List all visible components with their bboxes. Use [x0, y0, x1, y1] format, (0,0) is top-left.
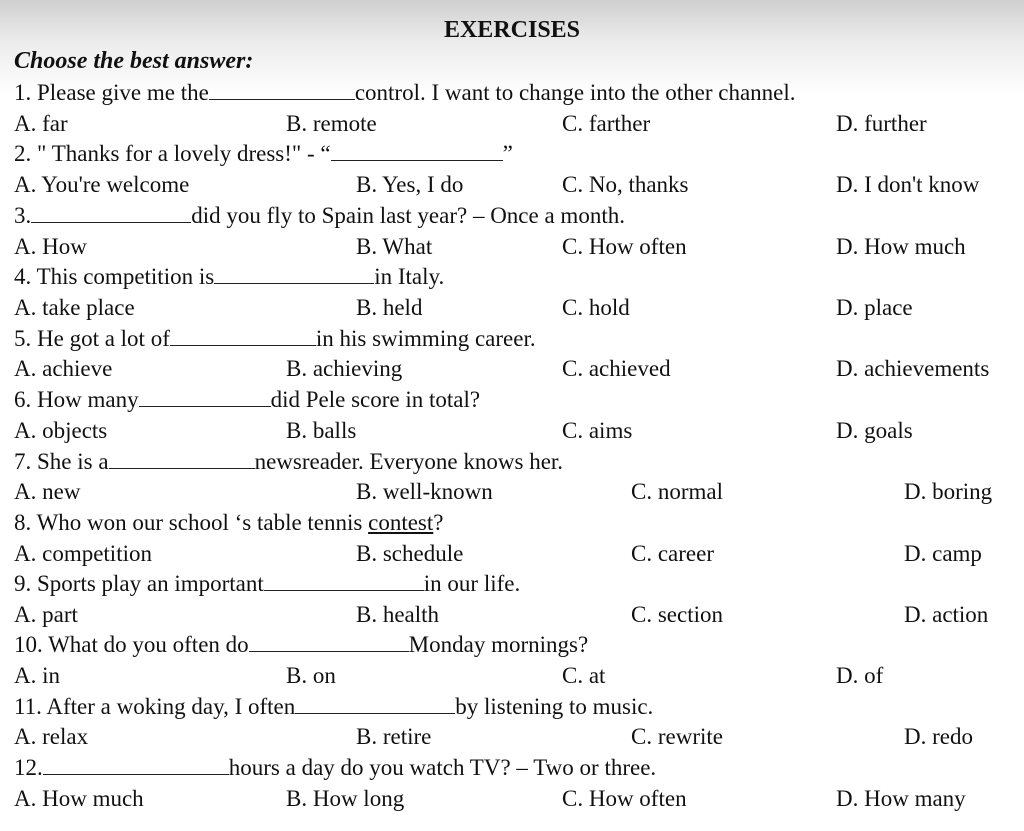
- option-b: B. Yes, I do: [356, 172, 464, 197]
- option-c: C. No, thanks: [562, 172, 689, 197]
- option-d: D. place: [836, 295, 913, 320]
- option-b: B. balls: [286, 418, 357, 443]
- question-text: 9. Sports play an important: [14, 571, 264, 596]
- option-c: C. hold: [562, 295, 630, 320]
- question-text: 7. She is a: [14, 449, 109, 474]
- question-5: [14, 323, 536, 354]
- option-a: A. take place: [14, 295, 135, 320]
- option-d: D. achievements: [836, 356, 990, 381]
- option-c: C. How often: [562, 234, 687, 259]
- option-c: C. career: [631, 541, 714, 566]
- option-b: B. How long: [286, 786, 405, 811]
- question-6: [14, 384, 480, 415]
- answer-blank: [214, 263, 374, 284]
- question-text: 6. How many: [14, 387, 139, 412]
- options-12: [14, 783, 1014, 814]
- options-6: [14, 415, 1014, 446]
- option-a: A. relax: [14, 724, 89, 749]
- options-5: [14, 353, 1014, 384]
- options-7: [14, 476, 1014, 507]
- option-b: B. on: [286, 663, 336, 688]
- question-12: [14, 752, 656, 783]
- option-c: C. farther: [562, 111, 651, 136]
- question-8: [14, 507, 443, 538]
- answer-blank: [170, 325, 316, 346]
- option-a: A. objects: [14, 418, 108, 443]
- answer-blank: [43, 754, 229, 775]
- options-2: [14, 169, 1014, 200]
- question-text: 4. This competition is: [14, 264, 215, 289]
- options-3: [14, 231, 1014, 262]
- question-text-end: Monday mornings?: [408, 632, 589, 657]
- option-c: C. section: [631, 602, 723, 627]
- option-a: A. achieve: [14, 356, 113, 381]
- option-b: B. held: [356, 295, 423, 320]
- question-text-end: by listening to music.: [455, 694, 654, 719]
- instruction: Choose the best answer:: [14, 48, 254, 74]
- question-text: 2. " Thanks for a lovely dress!" - “: [14, 141, 331, 166]
- question-text-end: in Italy.: [374, 264, 445, 289]
- option-d: D. action: [904, 602, 989, 627]
- underlined-word: contest: [368, 510, 434, 535]
- option-c: C. How often: [562, 786, 687, 811]
- option-d: D. camp: [904, 541, 982, 566]
- option-a: A. part: [14, 602, 78, 627]
- option-a: A. in: [14, 663, 60, 688]
- option-a: A. new: [14, 479, 81, 504]
- question-text-end: did Pele score in total?: [270, 387, 481, 412]
- option-b: B. well-known: [356, 479, 493, 504]
- answer-blank: [31, 202, 191, 223]
- option-c: C. at: [562, 663, 606, 688]
- option-b: B. retire: [356, 724, 432, 749]
- question-text: 3.: [14, 203, 32, 228]
- option-a: A. How: [14, 234, 87, 259]
- answer-blank: [109, 448, 255, 469]
- question-3: [14, 200, 625, 231]
- question-text: 1. Please give me the: [14, 80, 209, 105]
- option-d: D. boring: [904, 479, 993, 504]
- option-b: B. What: [356, 234, 433, 259]
- question-text: 11. After a woking day, I often: [14, 694, 296, 719]
- question-2: [14, 138, 513, 169]
- answer-blank: [209, 79, 355, 100]
- option-a: A. competition: [14, 541, 152, 566]
- option-d: D. further: [836, 111, 927, 136]
- option-d: D. goals: [836, 418, 913, 443]
- page-title: EXERCISES: [443, 17, 581, 43]
- question-1: [14, 77, 796, 108]
- option-b: B. health: [356, 602, 440, 627]
- question-text: 5. He got a lot of: [14, 326, 170, 351]
- options-11: [14, 721, 1014, 752]
- option-c: C. rewrite: [631, 724, 723, 749]
- options-8: [14, 538, 1014, 569]
- options-1: [14, 108, 1014, 139]
- question-4: [14, 261, 444, 292]
- option-d: D. I don't know: [836, 172, 980, 197]
- answer-blank: [331, 140, 503, 161]
- question-text-end: in his swimming career.: [315, 326, 536, 351]
- question-text: 12.: [14, 755, 43, 780]
- question-text-end: newsreader. Everyone knows her.: [254, 449, 564, 474]
- options-4: [14, 292, 1014, 323]
- question-text-end: did you fly to Spain last year? – Once a month.: [191, 203, 625, 228]
- answer-blank: [139, 386, 271, 407]
- option-c: C. normal: [631, 479, 723, 504]
- option-b: B. achieving: [286, 356, 403, 381]
- question-text: 8. Who won our school ‘s table tennis: [14, 510, 363, 535]
- option-b: B. schedule: [356, 541, 464, 566]
- option-d: D. redo: [904, 724, 973, 749]
- question-text-end: ”: [502, 141, 513, 166]
- option-c: C. achieved: [562, 356, 671, 381]
- question-text-end: ?: [433, 510, 444, 535]
- options-9: [14, 599, 1014, 630]
- answer-blank: [249, 631, 409, 652]
- question-text: 10. What do you often do: [14, 632, 249, 657]
- option-d: D. of: [836, 663, 884, 688]
- option-a: A. You're welcome: [14, 172, 190, 197]
- question-7: [14, 446, 563, 477]
- question-10: [14, 629, 588, 660]
- answer-blank: [264, 570, 424, 591]
- question-9: [14, 568, 520, 599]
- question-text-end: in our life.: [423, 571, 521, 596]
- question-text-end: hours a day do you watch TV? – Two or three.: [228, 755, 657, 780]
- options-10: [14, 660, 1014, 691]
- option-d: D. How many: [836, 786, 966, 811]
- option-d: D. How much: [836, 234, 966, 259]
- option-a: A. far: [14, 111, 68, 136]
- question-text-end: control. I want to change into the other channel.: [354, 80, 796, 105]
- answer-blank: [295, 693, 455, 714]
- question-11: [14, 691, 653, 722]
- option-a: A. How much: [14, 786, 144, 811]
- option-b: B. remote: [286, 111, 377, 136]
- option-c: C. aims: [562, 418, 633, 443]
